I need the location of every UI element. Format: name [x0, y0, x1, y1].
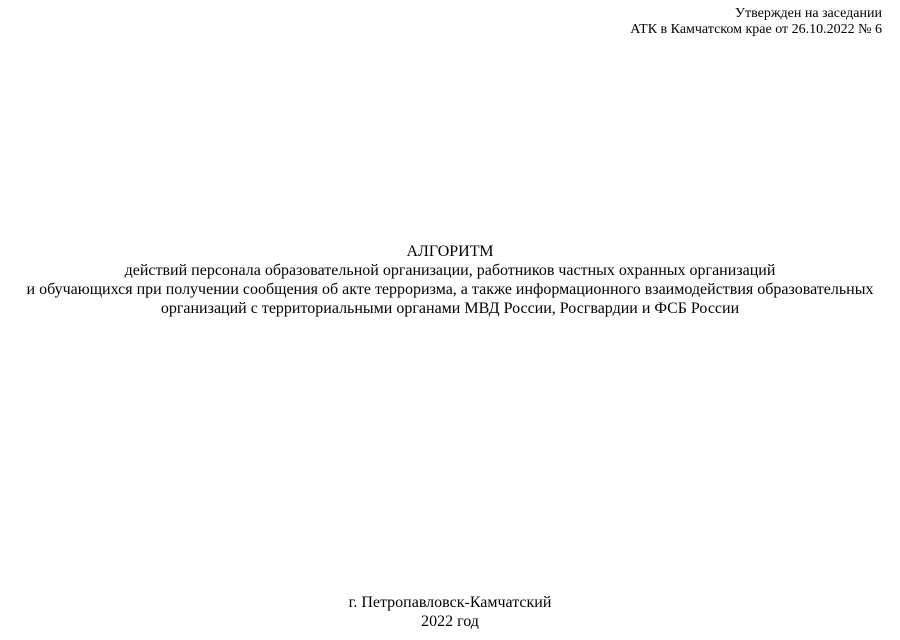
title-line-1: действий персонала образовательной организации, работников частных охранных организаций [124, 262, 776, 279]
city-name: г. Петропавловск-Камчатский [348, 594, 552, 611]
document-year: 2022 год [421, 613, 479, 630]
document-title [0, 242, 900, 318]
approval-stamp [630, 6, 882, 38]
title-heading: АЛГОРИТМ [406, 243, 494, 260]
title-line-2: и обучающихся при получении сообщения об акте терроризма, а также информационного взаимодействия образовательных [26, 281, 874, 298]
approval-line-1: Утвержден на заседании [735, 6, 882, 21]
approval-line-2: АТК в Камчатском крае от 26.10.2022 № 6 [630, 22, 882, 37]
place-and-year [0, 593, 900, 631]
title-line-3: организаций с территориальными органами МВД России, Росгвардии и ФСБ России [160, 300, 740, 317]
